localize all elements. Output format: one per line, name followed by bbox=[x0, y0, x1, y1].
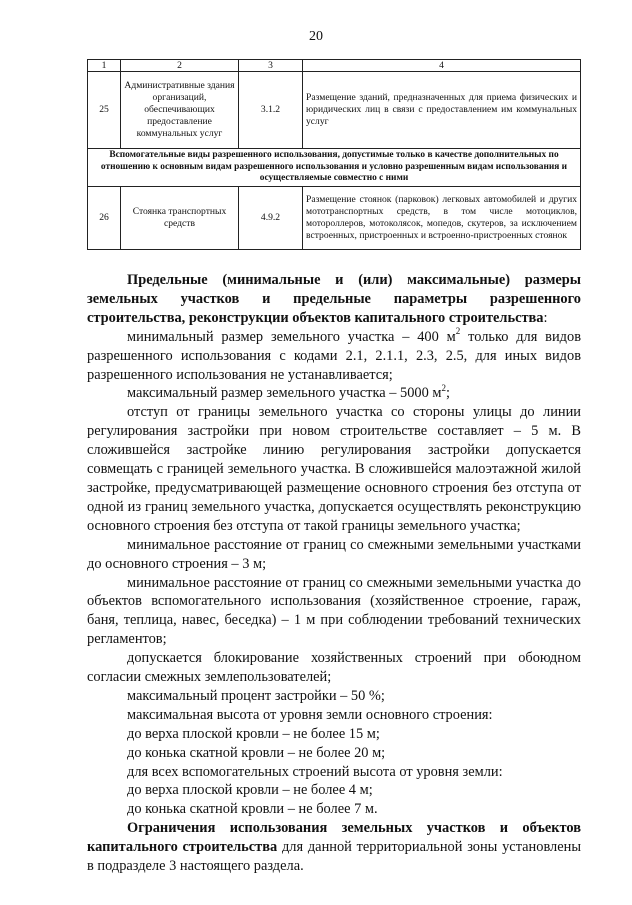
use-type-name: Административные здания организаций, обеспечивающих предоставление коммунальных услуг bbox=[121, 72, 239, 149]
use-type-description: Размещение стоянок (парковок) легковых автомобилей и других мототранспортных средств, в том числе мотоциклов, мотороллеров, мотоколясок, мопедов, скутеров, за исключением встроенных, пристроенных и встроенно-пристроенных стоянок bbox=[303, 186, 581, 249]
table-header-row bbox=[88, 60, 581, 72]
max-area-paragraph: максимальный размер земельного участка – 5000 $м^2$; bbox=[127, 382, 450, 402]
table-row bbox=[88, 186, 581, 249]
page-number: 20 bbox=[309, 29, 323, 44]
pitched-roof-main-paragraph: до конька скатной кровли – не более 20 м; bbox=[127, 744, 386, 761]
flat-roof-main-paragraph: до верха плоской кровли – не более 15 м; bbox=[127, 725, 380, 742]
section-header: Вспомогательные виды разрешенного использования, допустимые только в качестве дополнительных по отношению к основным видам разрешенного использования и условно разрешенным видам использования и осуществляемые совместно с ними bbox=[88, 149, 581, 187]
row-number: 26 bbox=[88, 186, 121, 249]
blocking-paragraph: допускается блокирование хозяйственных строений при обоюдном согласии смежных землепользователей; bbox=[87, 650, 581, 686]
restrictions-paragraph: Ограничения использования земельных участков и объектов капитального строительства для данной территориальной зоны установлены в подразделе 3 настоящего раздела. bbox=[87, 820, 581, 875]
table-header-cell: 4 bbox=[303, 60, 581, 72]
aux-height-paragraph: для всех вспомогательных строений высота от уровня земли: bbox=[127, 763, 503, 780]
pitched-roof-aux-paragraph: до конька скатной кровли – не более 7 м. bbox=[127, 801, 378, 818]
table-header-cell: 3 bbox=[239, 60, 303, 72]
row-number: 25 bbox=[88, 72, 121, 149]
max-height-main-paragraph: максимальная высота от уровня земли основного строения: bbox=[127, 706, 493, 723]
land-use-table bbox=[87, 59, 581, 250]
use-type-code: 3.1.2 bbox=[239, 72, 303, 149]
table-header-cell: 1 bbox=[88, 60, 121, 72]
use-type-code: 4.9.2 bbox=[239, 186, 303, 249]
parameters-heading: Предельные (минимальные и (или) максимальные) размеры земельных участков и предельные параметры разрешенного строительства, реконструкции объектов капитального строительства: bbox=[87, 272, 581, 326]
min-distance-main-paragraph: минимальное расстояние от границ со смежными земельными участками до основного строения – 3 м; bbox=[87, 536, 581, 572]
flat-roof-aux-paragraph: до верха плоской кровли – не более 4 м; bbox=[127, 782, 373, 799]
use-type-name: Стоянка транспортных средств bbox=[121, 186, 239, 249]
min-distance-aux-paragraph: минимальное расстояние от границ со смежными земельными участка до объектов вспомогательного использования (хозяйственное строение, гараж, баня, теплица, навес, беседка) – 1 м при соблюдении требований технических регламентов; bbox=[87, 574, 581, 648]
regulations-text bbox=[87, 271, 581, 876]
table-row bbox=[88, 72, 581, 149]
table-header-cell: 2 bbox=[121, 60, 239, 72]
setback-street-paragraph: отступ от границы земельного участка со стороны улицы до линии регулирования застройки при новом строительстве составляет – 5 м. В сложившейся застройке линию регулирования застройки допускается совмещать с границей земельного участка. В сложившейся малоэтажной жилой застройке, предусматривающей размещение основного строения без отступа от одной из границ земельного участка, допускается осуществлять реконструкцию основного строения без отступа от такой границы земельного участка; bbox=[87, 404, 581, 534]
table-section-row bbox=[88, 149, 581, 187]
max-percent-paragraph: максимальный процент застройки – 50 %; bbox=[127, 687, 385, 704]
use-type-description: Размещение зданий, предназначенных для приема физических и юридических лиц в связи с предоставлением им коммунальных услуг bbox=[303, 72, 581, 149]
min-area-paragraph: минимальный размер земельного участка – 400 $м^2$ только для видов разрешенного использования с кодами 2.1, 2.1.1, 2.3, 2.5, для иных видов разрешенного использования не устанавливается; bbox=[87, 325, 581, 383]
